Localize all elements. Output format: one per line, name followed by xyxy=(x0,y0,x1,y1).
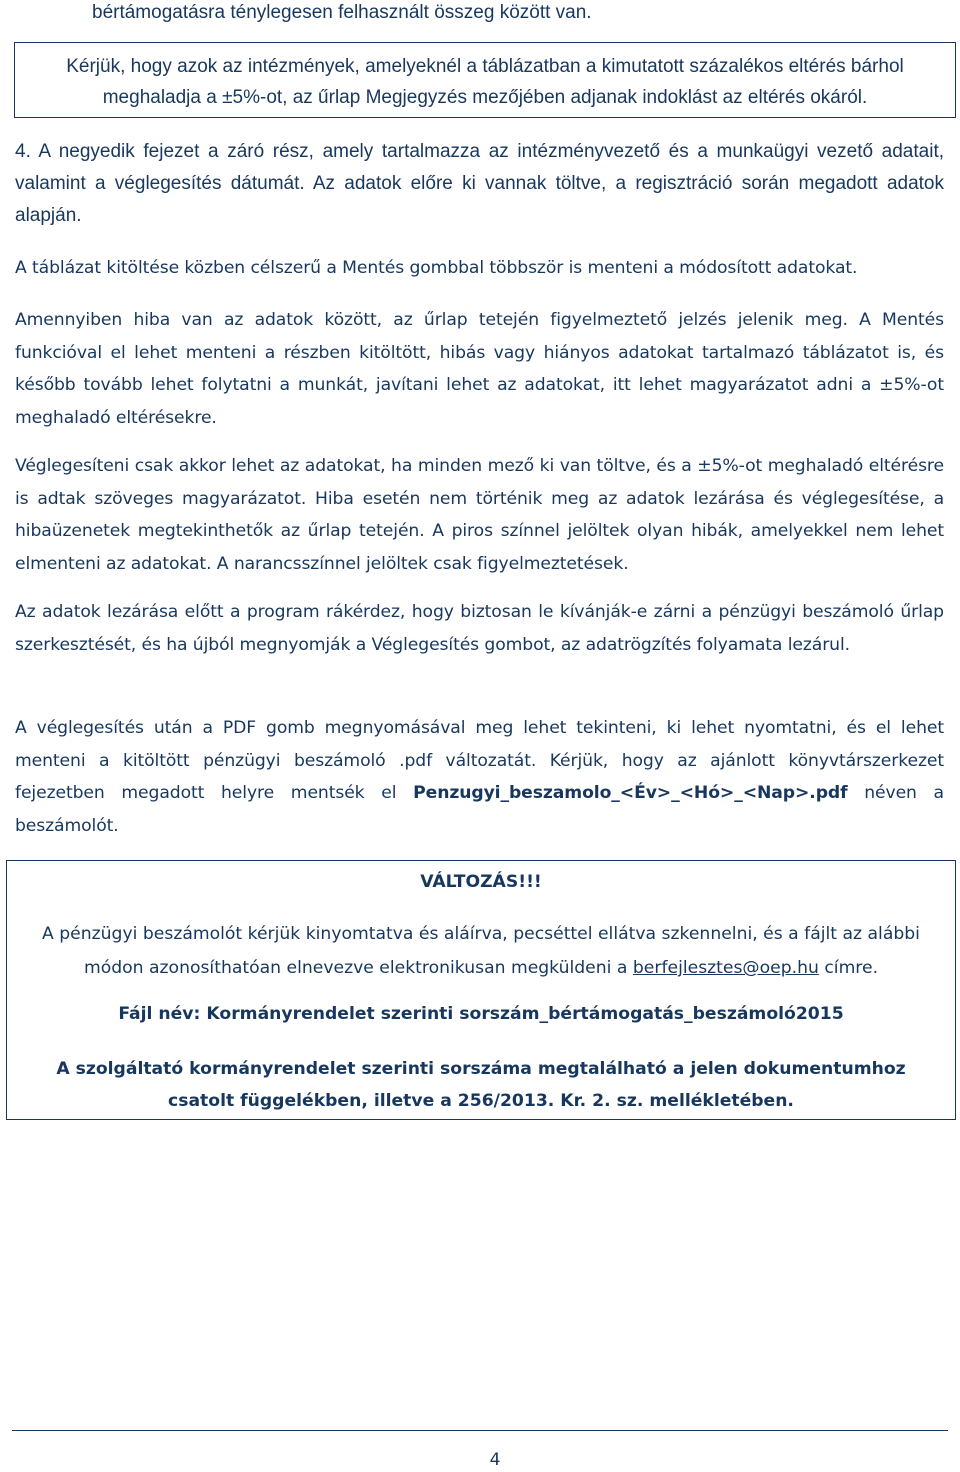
note-line-2: meghaladja a ±5%-ot, az űrlap Megjegyzés mezőjében adjanak indoklást az eltérés okáról. xyxy=(102,87,868,108)
change-instructions-before: A pénzügyi beszámolót kérjük kinyomtatva és aláírva, pecséttel ellátva szkennelni, és a fájlt az alábbi módon azonosíthatóan elnevezve elektronikusan megküldeni a xyxy=(42,924,920,978)
section-4-part-1: 4. A negyedik fejezet a záró rész, amely tartalmazza az intézményvezető és a munkaügyi vezető adatait, valamint a véglegesítés dátumát. xyxy=(15,141,944,194)
pdf-filename: Penzugyi_beszamolo_<Év>_<Hó>_<Nap>.pdf xyxy=(413,783,848,803)
change-file-name: Fájl név: Kormányrendelet szerinti sorszám_bértámogatás_beszámoló2015 xyxy=(118,1004,844,1024)
section-4-paragraph xyxy=(15,136,944,232)
email-link[interactable]: berfejlesztes@oep.hu xyxy=(632,958,819,978)
paragraph-save-tip xyxy=(15,252,944,285)
change-notice-box xyxy=(6,860,956,1120)
note-line-1: Kérjük, hogy azok az intézmények, amelyeknél a táblázatban a kimutatott százalékos eltérés bárhol xyxy=(66,56,904,77)
change-instructions-after: címre. xyxy=(818,958,879,978)
footer-divider xyxy=(12,1430,948,1431)
paragraph-5-before: A véglegesítés után a PDF gomb megnyomásával meg lehet tekinteni, ki lehet nyomtatni, és el lehet menteni a kitöltött pénzügyi beszámoló .pdf változatát. Kérjük, hogy az ajánlott könyvtárszerkezet fejezetben megadott helyre mentsék el xyxy=(15,718,944,803)
top-continuation-text: bértámogatásra ténylegesen felhasznált összeg között van. xyxy=(92,2,592,23)
change-instructions xyxy=(21,917,941,985)
change-title: VÁLTOZÁS!!! xyxy=(420,872,542,892)
paragraph-1: A táblázat kitöltése közben célszerű a Mentés gombbal többször is menteni a módosított adatokat. xyxy=(15,258,858,278)
paragraph-5-after: néven a beszámolót. xyxy=(15,783,944,836)
note-box xyxy=(14,42,956,118)
section-4-part-2: Az adatok előre ki vannak töltve, a regisztráció során megadott adatok alapján. xyxy=(15,173,944,226)
paragraph-4: Az adatok lezárása előtt a program rákérdez, hogy biztosan le kívánják-e zárni a pénzügyi beszámoló űrlap szerkesztését, és ha újból megnyomják a Véglegesítés gombot, az adatrögzítés folyamata lezárul. xyxy=(15,602,944,655)
change-decree-note: A szolgáltató kormányrendelet szerinti sorszáma megtalálható a jelen dokumentumhoz csatolt függelékben, illetve a 256/2013. Kr. 2. sz. mellékletében. xyxy=(56,1059,906,1111)
paragraph-3: Véglegesíteni csak akkor lehet az adatokat, ha minden mező ki van töltve, és a ±5%-ot meghaladó eltérésre is adtak szöveges magyarázatot. Hiba esetén nem történik meg az adatok lezárása és véglegesítése, a hibaüzenetek megtekinthetők az űrlap tetején. A piros színnel jelöltek olyan hibák, amelyekkel nem lehet elmenteni az adatokat. A narancsszínnel jelöltek csak figyelmeztetések. xyxy=(15,456,944,574)
paragraph-2: Amennyiben hiba van az adatok között, az űrlap tetején figyelmeztető jelzés jelenik meg. A Mentés funkcióval el lehet menteni a részben kitöltött, hibás vagy hiányos adatokat tartalmazó táblázatot is, és később tovább lehet folytatni a munkát, javítani lehet az adatokat, itt lehet magyarázatot adni a ±5%-ot meghaladó eltérésekre. xyxy=(15,310,944,428)
paragraph-pdf xyxy=(15,712,944,842)
paragraph-lock xyxy=(15,596,944,661)
paragraph-errors xyxy=(15,304,944,434)
paragraph-finalize xyxy=(15,450,944,580)
page-number: 4 xyxy=(489,1450,501,1470)
